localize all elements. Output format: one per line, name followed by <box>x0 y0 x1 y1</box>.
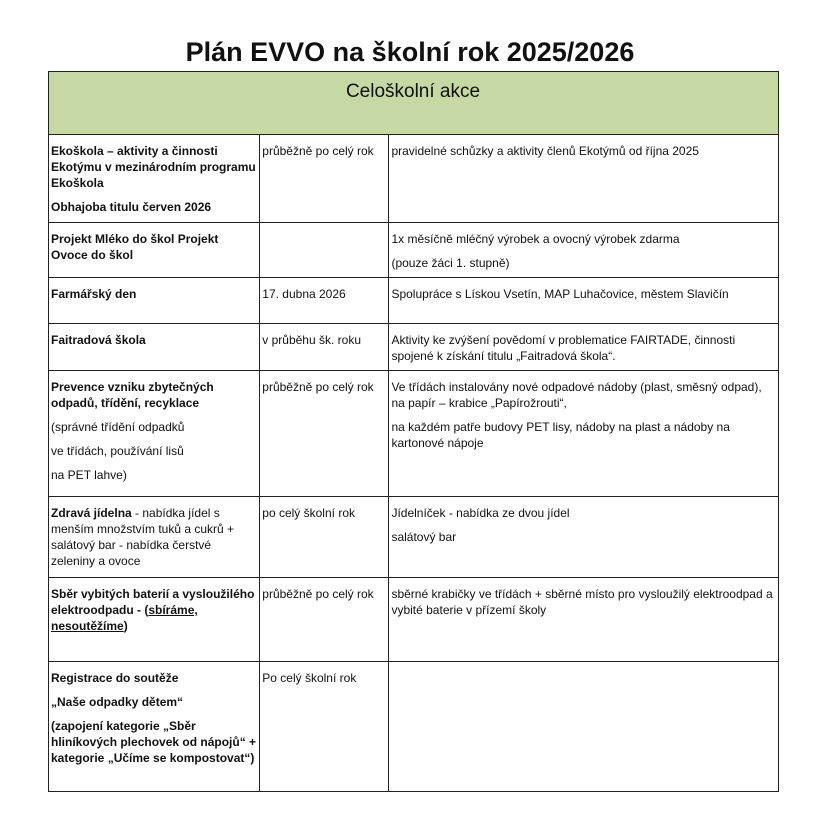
activity-text: Farmářský den <box>51 287 137 301</box>
description-text: Aktivity ke zvýšení povědomí v problematice FAIRTADE, činnosti spojené k získání titulu „Faitradová škola“. <box>391 333 736 363</box>
description-text: (pouze žáci 1. stupně) <box>391 256 510 270</box>
description-cell <box>389 662 779 792</box>
activity-cell <box>49 324 260 371</box>
activity-cell <box>49 278 260 324</box>
description-cell <box>389 324 779 371</box>
activity-text: Registrace do soutěže <box>51 671 179 685</box>
section-header: Celoškolní akce <box>49 72 779 135</box>
description-cell <box>389 371 779 497</box>
time-cell: průběžně po celý rok <box>260 578 389 662</box>
activity-text: Projekt Mléko do škol Projekt Ovoce do škol <box>51 232 219 262</box>
activity-underlined-note: sbíráme, nesoutěžíme <box>51 603 198 633</box>
time-cell <box>260 223 389 278</box>
time-cell: v průběhu šk. roku <box>260 324 389 371</box>
table-row <box>49 223 779 278</box>
time-cell: Po celý školní rok <box>260 662 389 792</box>
activity-end: ) <box>123 619 128 633</box>
activity-cell <box>49 662 260 792</box>
activity-cell <box>49 135 260 223</box>
description-text: Spolupráce s Lískou Vsetín, MAP Luhačovice, městem Slavičín <box>391 287 729 301</box>
description-text: Ve třídách instalovány nové odpadové nádoby (plast, směsný odpad), na papír – krabice „Papírožrouti“, <box>391 380 762 410</box>
activity-note: na PET lahve) <box>51 468 127 482</box>
activity-title: Zdravá jídelna <box>51 506 132 520</box>
time-cell: po celý školní rok <box>260 497 389 578</box>
activity-cell <box>49 578 260 662</box>
description-text: salátový bar <box>391 530 457 544</box>
activity-text: Prevence vzniku zbytečných odpadů, třídění, recyklace <box>51 380 214 410</box>
activity-text: „Naše odpadky dětem“ <box>51 695 184 709</box>
table-row <box>49 662 779 792</box>
table-row <box>49 135 779 223</box>
table-row <box>49 324 779 371</box>
description-text: 1x měsíčně mléčný výrobek a ovocný výrobek zdarma <box>391 232 680 246</box>
description-text: pravidelné schůzky a aktivity členů Ekotýmů od října 2025 <box>391 144 699 158</box>
description-cell <box>389 497 779 578</box>
activity-text <box>51 586 256 634</box>
activity-text <box>51 505 256 569</box>
table-row <box>49 497 779 578</box>
activity-text: Ekoškola – aktivity a činnosti Ekotýmu v mezinárodním programu Ekoškola <box>51 144 256 190</box>
time-cell: průběžně po celý rok <box>260 135 389 223</box>
activity-text: Obhajoba titulu červen 2026 <box>51 200 212 214</box>
description-text: Jídelníček - nabídka ze dvou jídel <box>391 506 570 520</box>
time-cell: průběžně po celý rok <box>260 371 389 497</box>
activity-cell <box>49 371 260 497</box>
activity-cell <box>49 223 260 278</box>
page-title: Plán EVVO na školní rok 2025/2026 <box>185 37 635 67</box>
description-cell <box>389 278 779 324</box>
activity-text: (zapojení kategorie „Sběr hliníkových plechovek od nápojů“ + kategorie „Učíme se kompostovat“) <box>51 719 257 765</box>
activity-text: Faitradová škola <box>51 333 146 347</box>
evvo-plan-table <box>48 71 779 792</box>
activity-cell <box>49 497 260 578</box>
table-row <box>49 371 779 497</box>
table-row <box>49 278 779 324</box>
activity-note: ve třídách, používání lisů <box>51 444 184 458</box>
description-cell <box>389 135 779 223</box>
description-cell <box>389 223 779 278</box>
time-cell: 17. dubna 2026 <box>260 278 389 324</box>
activity-title: Sběr vybitých baterií a vysloužilého elektroodpadu - ( <box>51 587 255 617</box>
description-text: sběrné krabičky ve třídách + sběrné místo pro vysloužilý elektroodpad a vybité baterie v přízemí školy <box>391 587 773 617</box>
activity-note: (správné třídění odpadků <box>51 420 185 434</box>
description-text: na každém patře budovy PET lisy, nádoby na plast a nádoby na kartonové nápoje <box>391 420 730 450</box>
section-header-row <box>49 72 779 135</box>
table-row <box>49 578 779 662</box>
activity-detail: - nabídka jídel s menším množstvím tuků a cukrů + salátový bar - nabídka čerstvé zeleniny a ovoce <box>51 506 235 568</box>
description-cell <box>389 578 779 662</box>
